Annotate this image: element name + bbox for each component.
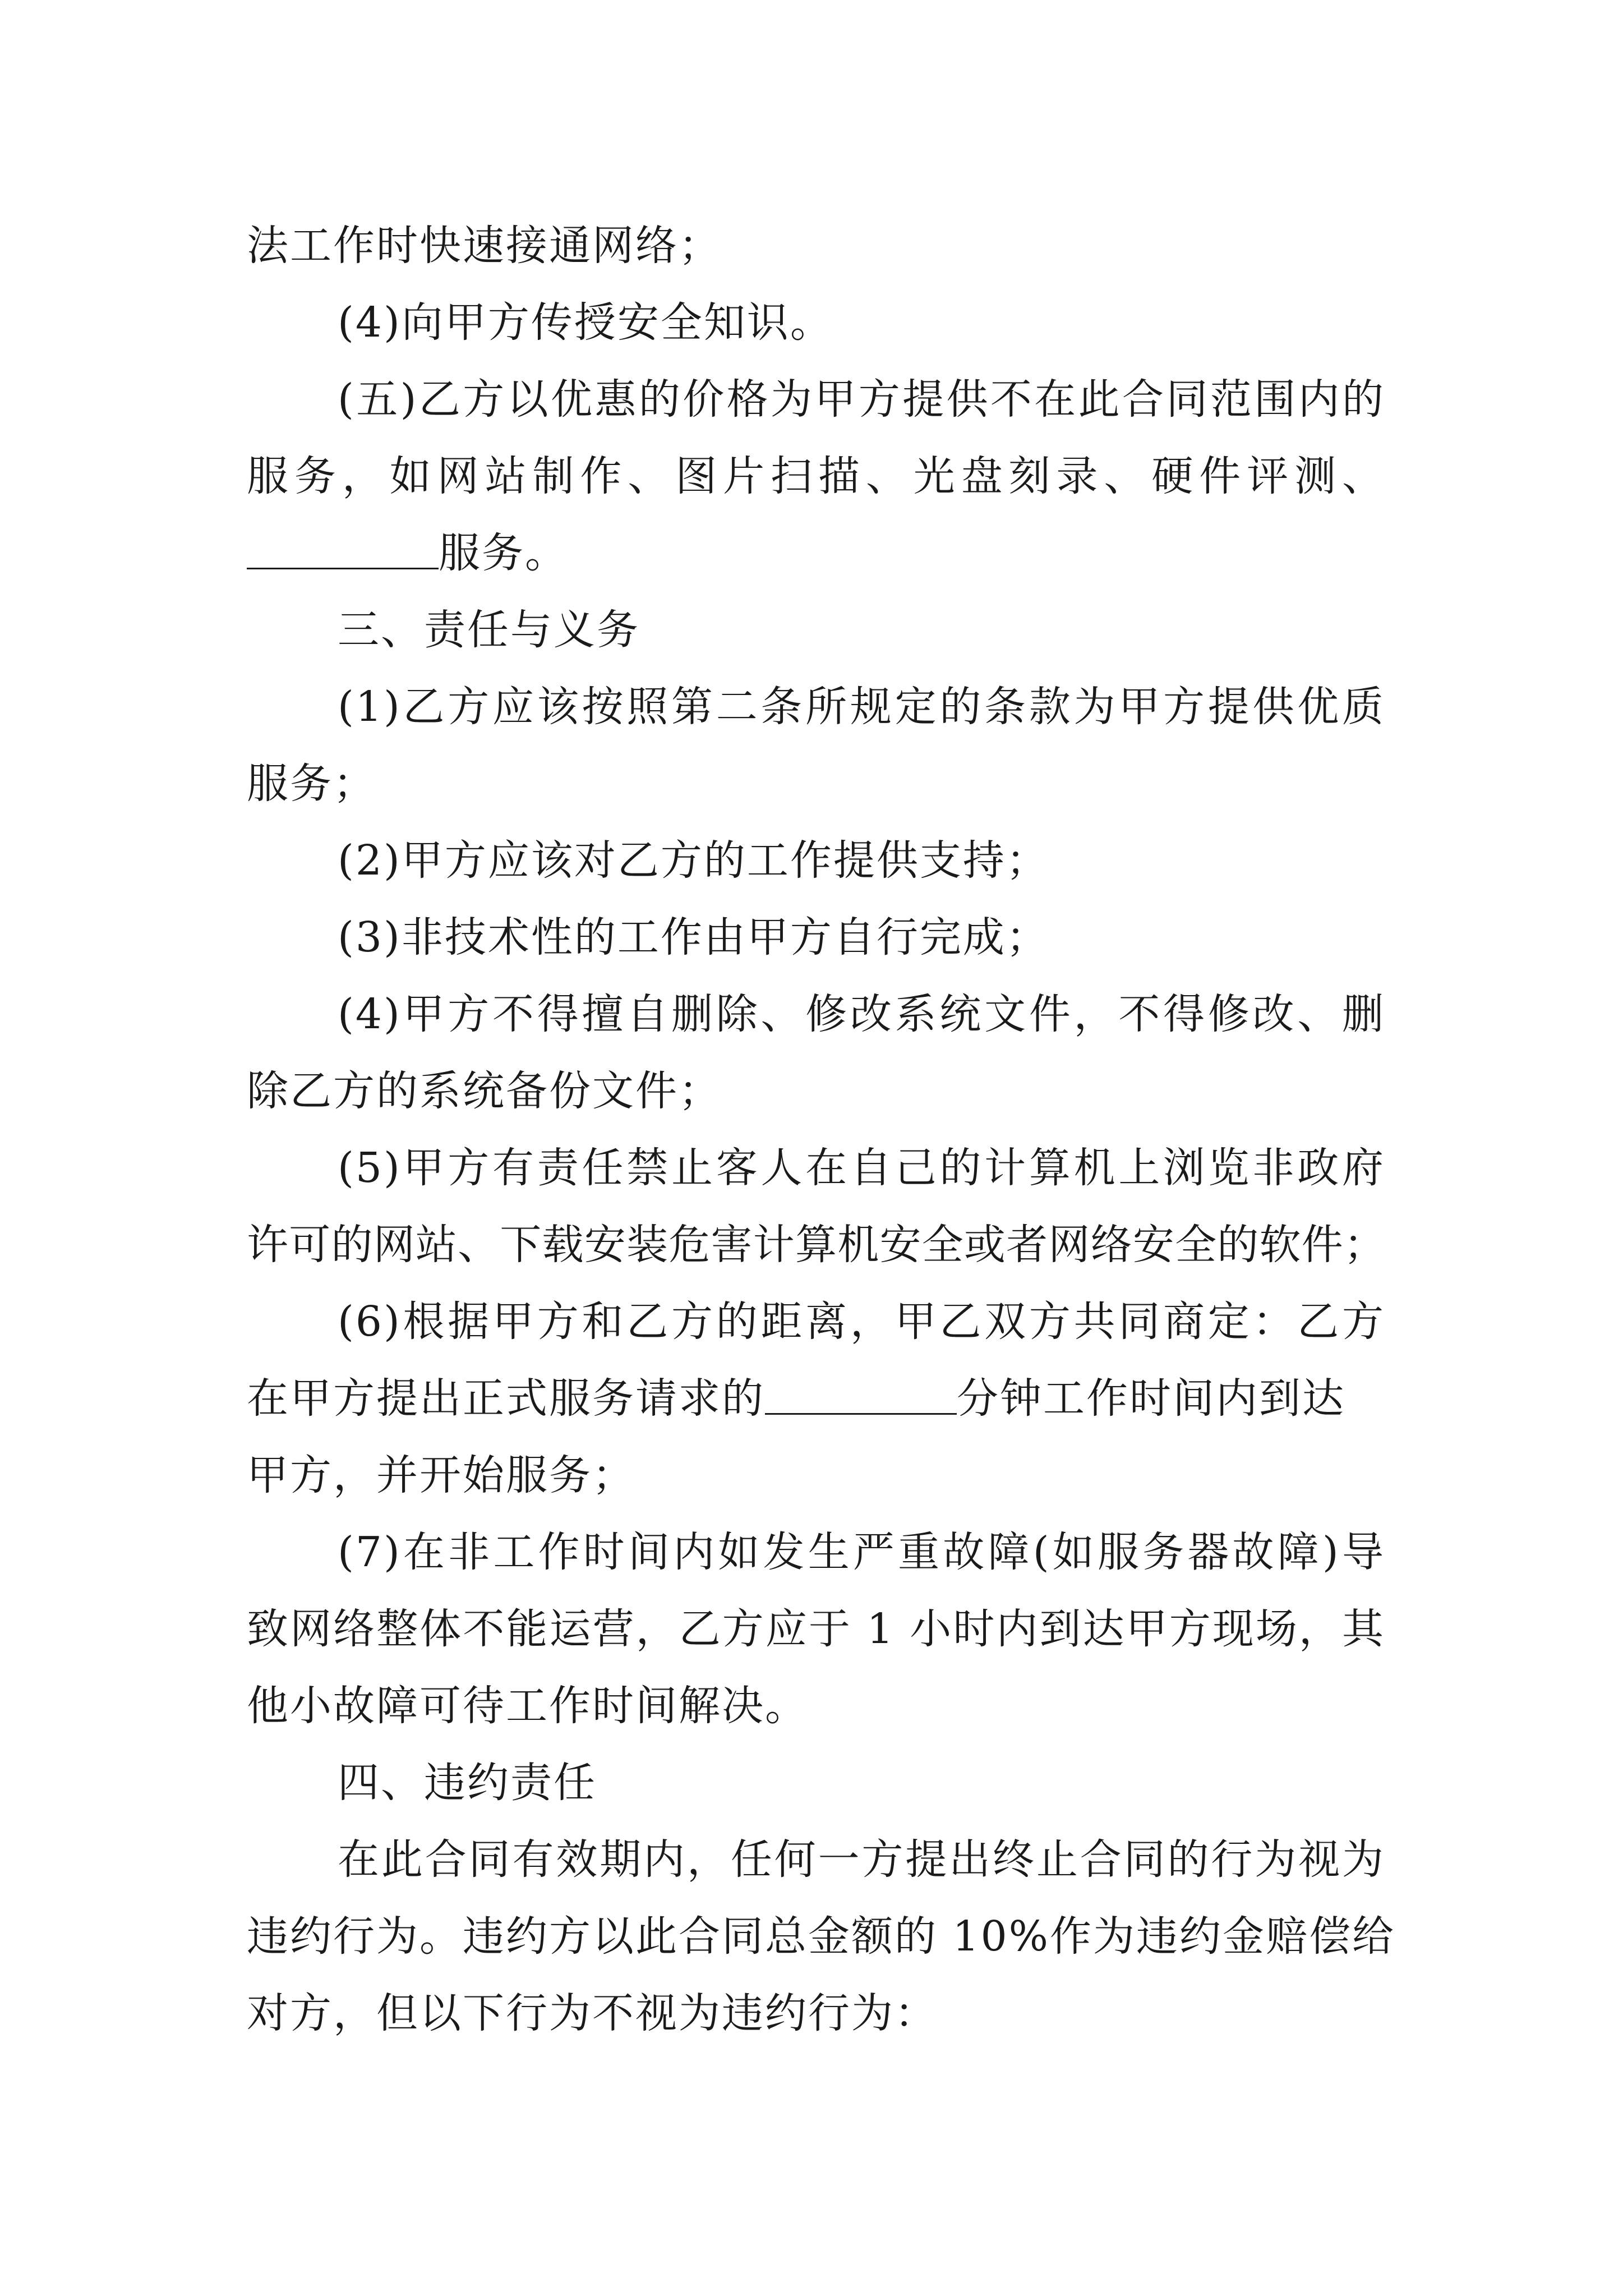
fill-in-blank-underline [247, 563, 439, 569]
paragraph-line-9: (2)甲方应该对乙方的工作提供支持； [338, 836, 1049, 885]
fill-in-blank-underline [765, 1409, 957, 1415]
paragraph-line-2: (4)向甲方传授安全知识。 [338, 298, 833, 347]
paragraph-line-7: (1)乙方应该按照第二条所规定的条款为甲方提供优质 [338, 683, 1385, 731]
paragraph-line-20: 他小故障可待工作时间解决。 [247, 1682, 808, 1730]
paragraph-line-4: 服务，如网站制作、图片扫描、光盘刻录、硬件评测、 [247, 452, 1385, 500]
section-heading-breach-liability: 四、违约责任 [338, 1759, 597, 1807]
paragraph-line-18: (7)在非工作时间内如发生严重故障(如服务器故障)导 [338, 1528, 1385, 1576]
blank-prefix-text: 在甲方提出正式服务请求的 [247, 1374, 765, 1423]
paragraph-line-19: 致网络整体不能运营，乙方应于 1 小时内到达甲方现场，其 [247, 1605, 1385, 1653]
paragraph-line-13: (5)甲方有责任禁止客人在自己的计算机上浏览非政府 [338, 1144, 1385, 1192]
paragraph-line-12: 除乙方的系统备份文件； [247, 1067, 722, 1115]
paragraph-line-23: 违约行为。违约方以此合同总金额的 10%作为违约金赔偿给 [247, 1912, 1395, 1961]
blank-suffix-text: 分钟工作时间内到达 [957, 1374, 1345, 1423]
paragraph-line-14: 许可的网站、下载安装危害计算机安全或者网络安全的软件； [247, 1221, 1385, 1269]
paragraph-line-15: (6)根据甲方和乙方的距离，甲乙双方共同商定：乙方 [338, 1297, 1385, 1346]
paragraph-line-24: 对方，但以下行为不视为违约行为： [247, 1989, 938, 2037]
paragraph-line-8: 服务； [247, 760, 376, 808]
paragraph-line-1: 法工作时快速接通网络； [247, 222, 722, 270]
paragraph-line-10: (3)非技术性的工作由甲方自行完成； [338, 913, 1049, 961]
paragraph-line-11: (4)甲方不得擅自删除、修改系统文件，不得修改、删 [338, 990, 1385, 1038]
section-heading-responsibilities: 三、责任与义务 [338, 606, 640, 654]
paragraph-line-22: 在此合同有效期内，任何一方提出终止合同的行为视为 [338, 1835, 1385, 1884]
paragraph-line-5 [247, 508, 1385, 598]
paragraph-line-3: (五)乙方以优惠的价格为甲方提供不在此合同范围内的 [338, 375, 1385, 424]
paragraph-line-16 [247, 1354, 1385, 1443]
paragraph-line-17: 甲方，并开始服务； [247, 1451, 635, 1499]
blank-suffix-text: 服务。 [439, 529, 568, 577]
